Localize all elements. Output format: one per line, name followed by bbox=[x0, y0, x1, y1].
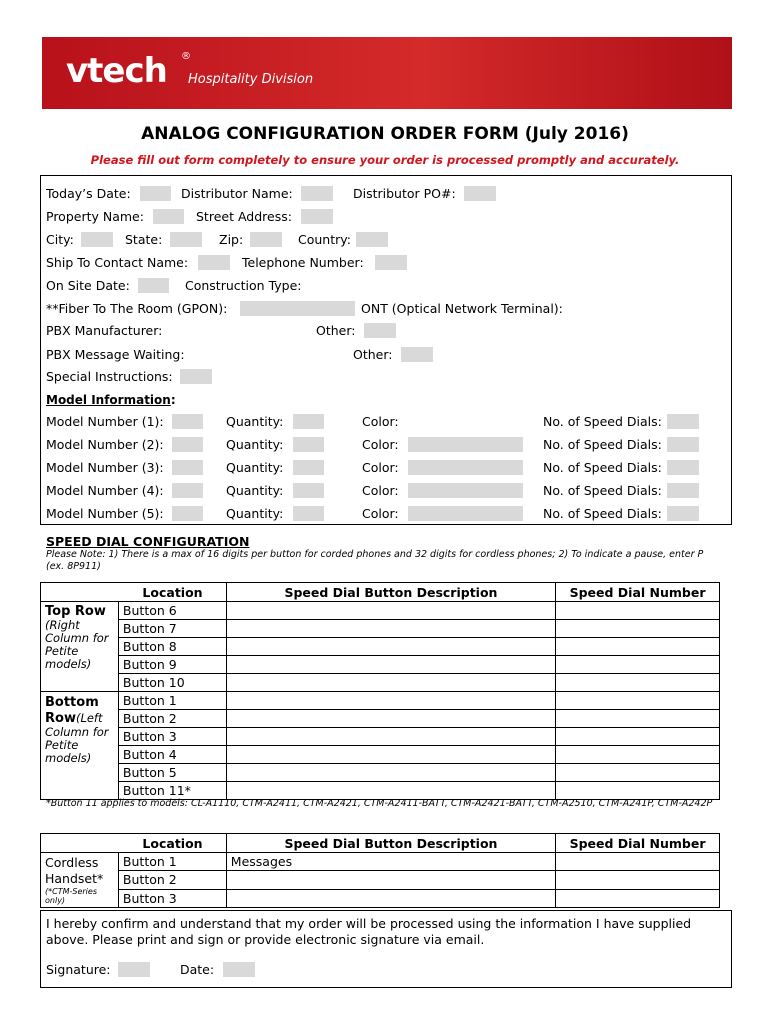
street-address-label: Street Address: bbox=[196, 209, 292, 224]
model-number-field[interactable] bbox=[172, 483, 203, 498]
property-name-label: Property Name: bbox=[46, 209, 144, 224]
special-instructions-field[interactable] bbox=[180, 369, 212, 384]
property-name-field[interactable] bbox=[153, 209, 184, 224]
table-row bbox=[41, 692, 720, 710]
description-cell[interactable]: Messages bbox=[226, 853, 555, 871]
number-cell[interactable] bbox=[556, 728, 720, 746]
cordless-location-title: Cordless Handset* bbox=[45, 855, 104, 886]
speed-dials-field[interactable] bbox=[667, 483, 699, 498]
description-cell[interactable] bbox=[226, 728, 555, 746]
top-row-desc: (Right Column for Petite models) bbox=[45, 618, 109, 671]
bottom-row-title-line bbox=[45, 694, 114, 726]
signature-label: Signature: bbox=[46, 962, 111, 977]
number-cell[interactable] bbox=[556, 853, 720, 871]
button-11-footnote: *Button 11 applies to models: CL-A1110, CTM-A2411, CTM-A2421, CTM-A2411-BATT, CTM-A2421-BATT, CTM-A2510, CTM-A241P, CTM-A242P bbox=[46, 798, 713, 809]
button-label: Button 9 bbox=[118, 656, 226, 674]
quantity-label: Quantity: bbox=[226, 483, 284, 498]
color-label: Color: bbox=[362, 414, 399, 429]
pbx-other-field[interactable] bbox=[364, 323, 396, 338]
pbx-manufacturer-label: PBX Manufacturer: bbox=[46, 323, 163, 338]
button-label: Button 8 bbox=[118, 638, 226, 656]
number-cell[interactable] bbox=[556, 746, 720, 764]
color-field[interactable] bbox=[408, 483, 523, 498]
speed-dials-field[interactable] bbox=[667, 414, 699, 429]
number-cell[interactable] bbox=[556, 889, 720, 907]
speed-dial-heading: SPEED DIAL CONFIGURATION bbox=[46, 534, 250, 549]
bottom-row-desc: Column for Petite models) bbox=[45, 725, 109, 765]
button-label: Button 11* bbox=[118, 782, 226, 800]
country-field[interactable] bbox=[356, 232, 388, 247]
button-label: Button 1 bbox=[118, 853, 226, 871]
form-subtitle: Please fill out form completely to ensure your order is processed promptly and accurately. bbox=[90, 153, 680, 167]
description-cell[interactable] bbox=[226, 638, 555, 656]
description-header: Speed Dial Button Description bbox=[226, 834, 555, 853]
bottom-row-title: Bottom Row bbox=[45, 695, 99, 726]
color-field[interactable] bbox=[408, 506, 523, 521]
speed-dials-label: No. of Speed Dials: bbox=[543, 414, 662, 429]
button-label: Button 3 bbox=[118, 889, 226, 907]
on-site-date-field[interactable] bbox=[138, 278, 169, 293]
number-cell[interactable] bbox=[556, 674, 720, 692]
quantity-field[interactable] bbox=[293, 483, 324, 498]
button-label: Button 3 bbox=[118, 728, 226, 746]
table-row bbox=[41, 764, 720, 782]
speed-dial-note: Please Note: 1) There is a max of 16 digits per button for corded phones and 32 digits for cordless phones; 2) To indicate a pause, enter P (ex. 8P911) bbox=[46, 549, 704, 572]
distributor-name-label: Distributor Name: bbox=[181, 186, 293, 201]
quantity-field[interactable] bbox=[293, 437, 324, 452]
button-label: Button 4 bbox=[118, 746, 226, 764]
button-label: Button 10 bbox=[118, 674, 226, 692]
button-label: Button 2 bbox=[118, 871, 226, 889]
date-field[interactable] bbox=[223, 962, 255, 977]
date-label: Date: bbox=[180, 962, 215, 977]
ship-to-contact-field[interactable] bbox=[198, 255, 230, 270]
state-label: State: bbox=[125, 232, 163, 247]
vtech-logo: vtech bbox=[66, 51, 167, 91]
model-information-text: Model Information bbox=[46, 393, 171, 407]
color-label: Color: bbox=[362, 506, 399, 521]
fiber-label: **Fiber To The Room (GPON): bbox=[46, 301, 228, 316]
model-information-heading bbox=[46, 393, 176, 407]
table-row bbox=[41, 620, 720, 638]
table-row bbox=[41, 746, 720, 764]
message-other-field[interactable] bbox=[401, 347, 433, 362]
construction-type-label: Construction Type: bbox=[185, 278, 302, 293]
state-field[interactable] bbox=[170, 232, 202, 247]
zip-field[interactable] bbox=[250, 232, 282, 247]
table-row bbox=[41, 602, 720, 620]
speed-dials-label: No. of Speed Dials: bbox=[543, 437, 662, 452]
speed-dials-field[interactable] bbox=[667, 460, 699, 475]
model-number-field[interactable] bbox=[172, 506, 203, 521]
number-cell[interactable] bbox=[556, 692, 720, 710]
form-title: ANALOG CONFIGURATION ORDER FORM (July 2016) bbox=[141, 124, 629, 144]
model-number-label: Model Number (1): bbox=[46, 414, 164, 429]
table-row bbox=[41, 638, 720, 656]
number-cell[interactable] bbox=[556, 620, 720, 638]
description-cell[interactable] bbox=[226, 782, 555, 800]
color-label: Color: bbox=[362, 483, 399, 498]
number-cell[interactable] bbox=[556, 602, 720, 620]
cordless-table bbox=[40, 833, 720, 908]
table-row bbox=[41, 782, 720, 800]
number-header: Speed Dial Number bbox=[556, 834, 720, 853]
confirmation-text: I hereby confirm and understand that my order will be processed using the information I have supplied above. Please print and sign or provide electronic signature via email. bbox=[46, 916, 692, 947]
number-cell[interactable] bbox=[556, 782, 720, 800]
bottom-row-title-suffix: (Left bbox=[75, 711, 103, 725]
fiber-field[interactable] bbox=[240, 301, 355, 316]
table-row bbox=[41, 889, 720, 907]
table-row bbox=[41, 674, 720, 692]
model-number-label: Model Number (3): bbox=[46, 460, 164, 475]
cordless-location-note: (*CTM-Series only) bbox=[45, 887, 97, 905]
table-row bbox=[41, 853, 720, 871]
todays-date-field[interactable] bbox=[140, 186, 171, 201]
top-row-location bbox=[41, 602, 119, 692]
city-label: City: bbox=[46, 232, 74, 247]
message-other-label: Other: bbox=[353, 347, 393, 362]
button-label: Button 7 bbox=[118, 620, 226, 638]
speed-dials-label: No. of Speed Dials: bbox=[543, 483, 662, 498]
quantity-field[interactable] bbox=[293, 460, 324, 475]
description-cell[interactable] bbox=[226, 692, 555, 710]
model-number-label: Model Number (4): bbox=[46, 483, 164, 498]
quantity-field[interactable] bbox=[293, 506, 324, 521]
quantity-field[interactable] bbox=[293, 414, 324, 429]
location-header: Location bbox=[118, 834, 226, 853]
location-header: Location bbox=[118, 583, 226, 602]
country-label: Country: bbox=[298, 232, 351, 247]
table-row bbox=[41, 656, 720, 674]
number-header: Speed Dial Number bbox=[556, 583, 720, 602]
description-cell[interactable] bbox=[226, 764, 555, 782]
button-label: Button 5 bbox=[118, 764, 226, 782]
description-cell[interactable] bbox=[226, 656, 555, 674]
number-cell[interactable] bbox=[556, 710, 720, 728]
distributor-po-label: Distributor PO#: bbox=[353, 186, 456, 201]
button-label: Button 1 bbox=[118, 692, 226, 710]
model-number-field[interactable] bbox=[172, 437, 203, 452]
color-field[interactable] bbox=[408, 460, 523, 475]
special-instructions-label: Special Instructions: bbox=[46, 369, 173, 384]
on-site-date-label: On Site Date: bbox=[46, 278, 130, 293]
quantity-label: Quantity: bbox=[226, 460, 284, 475]
description-cell[interactable] bbox=[226, 602, 555, 620]
model-number-label: Model Number (2): bbox=[46, 437, 164, 452]
model-number-field[interactable] bbox=[172, 460, 203, 475]
button-label: Button 2 bbox=[118, 710, 226, 728]
description-header: Speed Dial Button Description bbox=[226, 583, 555, 602]
registered-mark: ® bbox=[181, 51, 191, 62]
table-row bbox=[41, 710, 720, 728]
description-cell[interactable] bbox=[226, 620, 555, 638]
color-label: Color: bbox=[362, 460, 399, 475]
description-cell[interactable] bbox=[226, 871, 555, 889]
speed-dial-table bbox=[40, 582, 720, 800]
distributor-po-field[interactable] bbox=[464, 186, 496, 201]
telephone-label: Telephone Number: bbox=[242, 255, 364, 270]
table-header-row bbox=[41, 583, 720, 602]
quantity-label: Quantity: bbox=[226, 506, 284, 521]
model-number-field[interactable] bbox=[172, 414, 203, 429]
speed-dials-label: No. of Speed Dials: bbox=[543, 460, 662, 475]
description-cell[interactable] bbox=[226, 746, 555, 764]
quantity-label: Quantity: bbox=[226, 414, 284, 429]
speed-dials-field[interactable] bbox=[667, 506, 699, 521]
table-row bbox=[41, 871, 720, 889]
vtech-banner bbox=[42, 37, 732, 109]
color-label: Color: bbox=[362, 437, 399, 452]
description-cell[interactable] bbox=[226, 889, 555, 907]
table-header-row bbox=[41, 834, 720, 853]
quantity-label: Quantity: bbox=[226, 437, 284, 452]
division-label: Hospitality Division bbox=[188, 72, 314, 87]
speed-dials-label: No. of Speed Dials: bbox=[543, 506, 662, 521]
location-header-spacer bbox=[41, 834, 119, 853]
number-cell[interactable] bbox=[556, 871, 720, 889]
pbx-message-waiting-label: PBX Message Waiting: bbox=[46, 347, 185, 362]
speed-dials-field[interactable] bbox=[667, 437, 699, 452]
telephone-field[interactable] bbox=[375, 255, 407, 270]
color-field[interactable] bbox=[408, 437, 523, 452]
model-number-label: Model Number (5): bbox=[46, 506, 164, 521]
todays-date-label: Today’s Date: bbox=[46, 186, 131, 201]
pbx-other-label: Other: bbox=[316, 323, 356, 338]
cordless-location bbox=[41, 853, 119, 908]
ship-to-contact-label: Ship To Contact Name: bbox=[46, 255, 189, 270]
bottom-row-location bbox=[41, 692, 119, 800]
location-header-spacer bbox=[41, 583, 119, 602]
zip-label: Zip: bbox=[219, 232, 244, 247]
city-field[interactable] bbox=[81, 232, 113, 247]
street-address-field[interactable] bbox=[301, 209, 333, 224]
distributor-name-field[interactable] bbox=[301, 186, 333, 201]
description-cell[interactable] bbox=[226, 710, 555, 728]
model-information-colon: : bbox=[170, 393, 176, 407]
button-label: Button 6 bbox=[118, 602, 226, 620]
top-row-title: Top Row bbox=[45, 604, 106, 619]
number-cell[interactable] bbox=[556, 764, 720, 782]
signature-field[interactable] bbox=[118, 962, 150, 977]
number-cell[interactable] bbox=[556, 656, 720, 674]
number-cell[interactable] bbox=[556, 638, 720, 656]
description-cell[interactable] bbox=[226, 674, 555, 692]
table-row bbox=[41, 728, 720, 746]
ont-label: ONT (Optical Network Terminal): bbox=[361, 301, 563, 316]
